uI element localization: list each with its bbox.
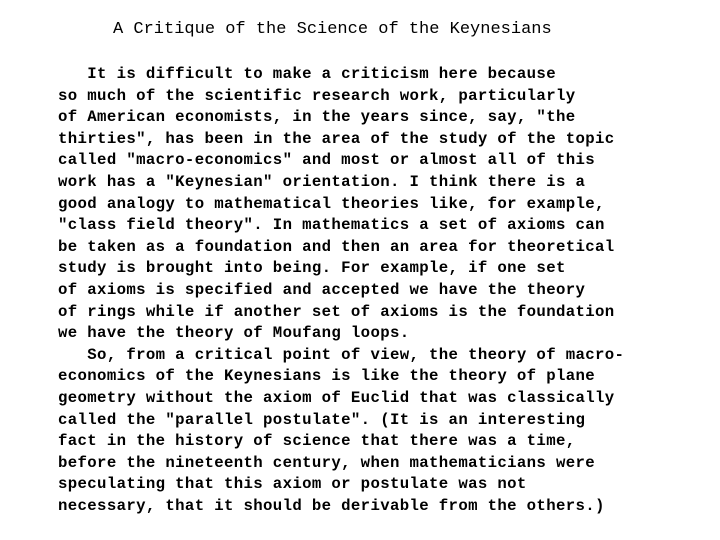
text-line: "class field theory". In mathematics a set of axioms can <box>58 216 605 235</box>
text-line: before the nineteenth century, when mathematicians were <box>58 453 596 472</box>
text-line: economics of the Keynesians is like the theory of plane <box>58 367 596 386</box>
text-line: thirties", has been in the area of the study of the topic <box>58 129 615 148</box>
text-line: be taken as a foundation and then an area for theoretical <box>58 237 615 256</box>
text-line: It is difficult to make a criticism here because <box>58 65 556 83</box>
document-body <box>58 64 720 517</box>
text-line: geometry without the axiom of Euclid that was classically <box>58 388 615 407</box>
text-line: necessary, that it should be derivable from the others.) <box>58 496 605 515</box>
text-line: fact in the history of science that there was a time, <box>58 432 576 451</box>
text-line: so much of the scientific research work, particularly <box>58 86 576 105</box>
text-line: study is brought into being. For example, if one set <box>58 259 566 278</box>
text-line: called the "parallel postulate". (It is an interesting <box>58 410 586 429</box>
text-line: So, from a critical point of view, the theory of macro- <box>58 345 625 364</box>
document-title: A Critique of the Science of the Keynesians <box>113 20 552 39</box>
text-line: good analogy to mathematical theories like, for example, <box>58 194 605 213</box>
text-line: speculating that this axiom or postulate was not <box>58 475 527 494</box>
text-line: of axioms is specified and accepted we have the theory <box>58 280 586 299</box>
text-line: called "macro-economics" and most or almost all of this <box>58 151 596 170</box>
text-line: of American economists, in the years since, say, "the <box>58 108 576 127</box>
text-line: work has a "Keynesian" orientation. I think there is a <box>58 172 586 191</box>
text-line: of rings while if another set of axioms is the foundation <box>58 302 615 321</box>
text-line: we have the theory of Moufang loops. <box>58 324 410 343</box>
